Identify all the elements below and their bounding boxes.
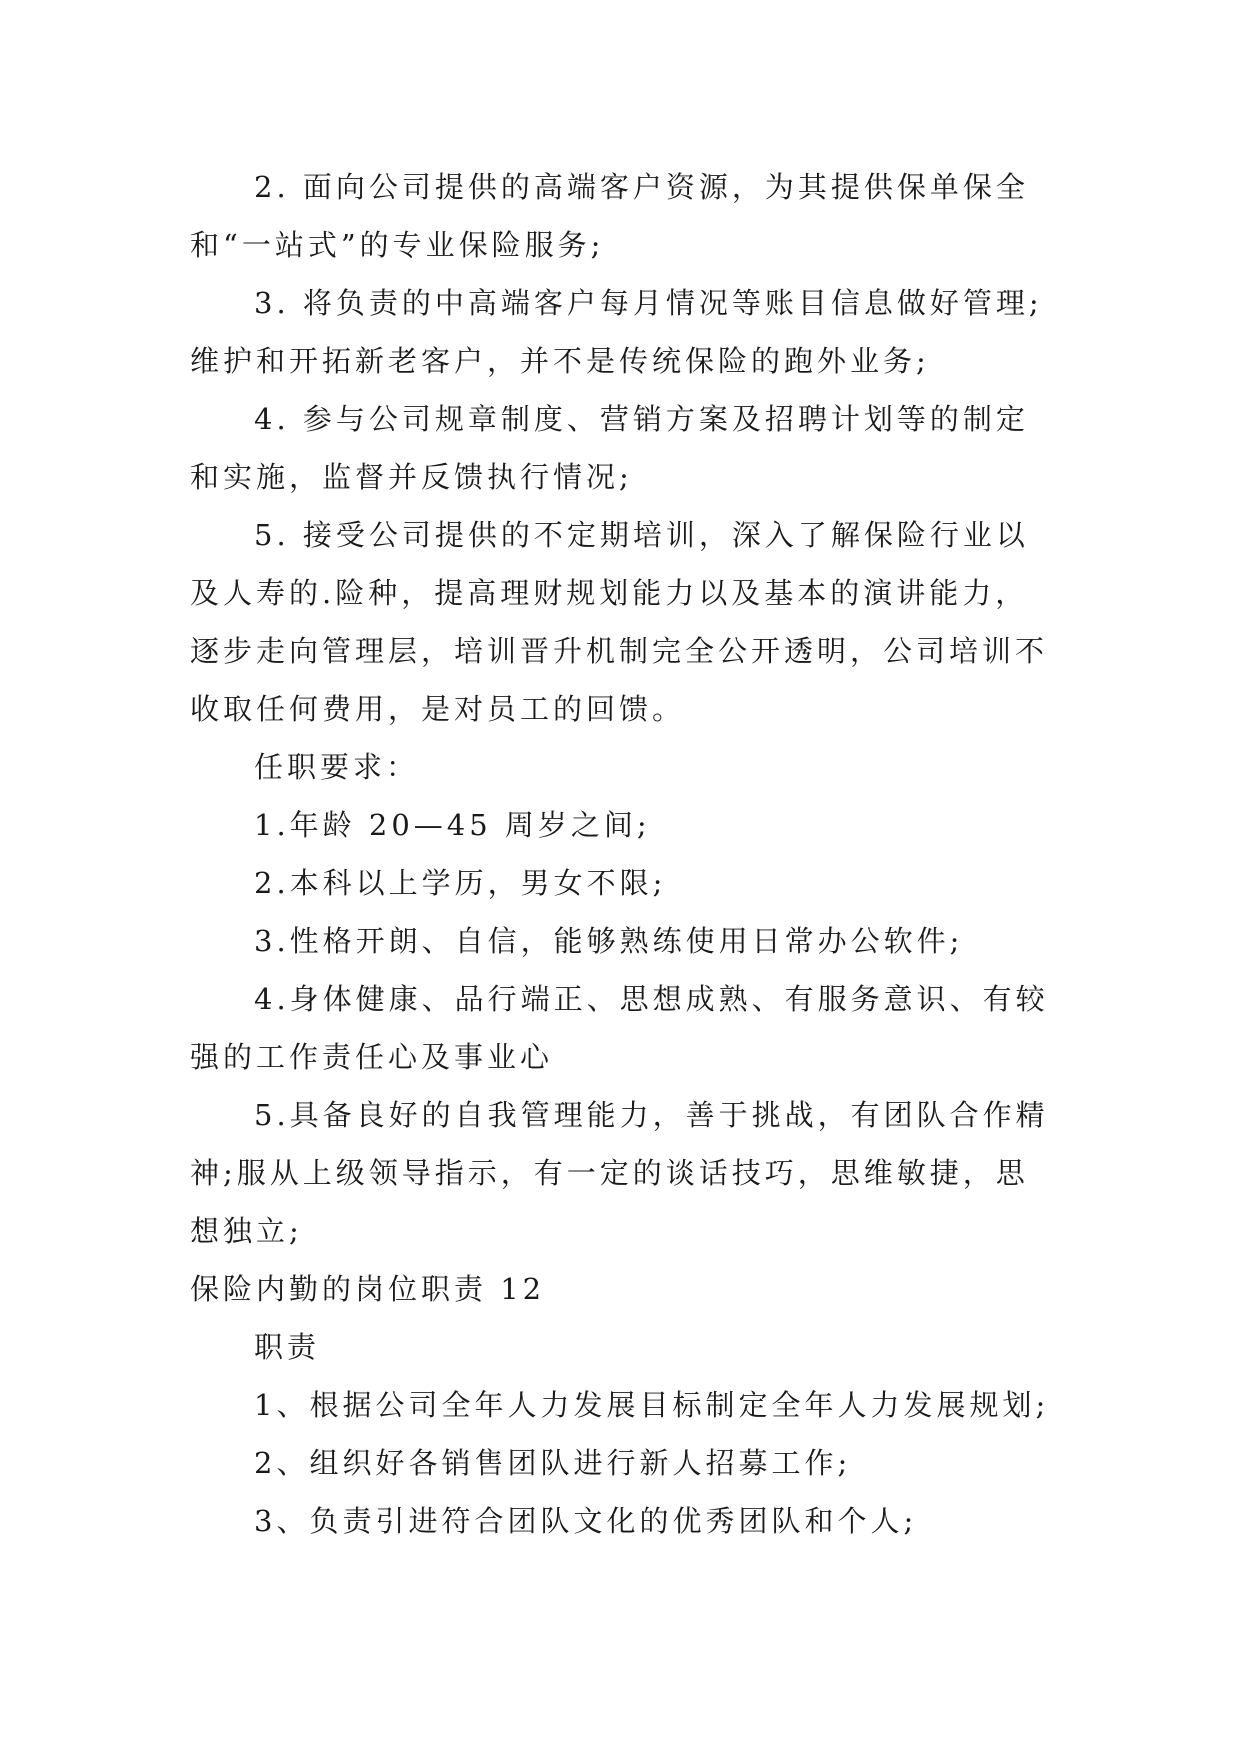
- duty-item-2: 2、组织好各销售团队进行新人招募工作;: [254, 1446, 852, 1480]
- duties-heading: 职责: [254, 1330, 321, 1364]
- section-title: 保险内勤的岗位职责 12: [190, 1272, 546, 1306]
- duty-item-1: 1、根据公司全年人力发展目标制定全年人力发展规划;: [254, 1388, 1050, 1422]
- paragraph-item-2-line-2: 和“一站式”的专业保险服务;: [190, 228, 605, 262]
- requirement-item-1: 1.年龄 20—45 周岁之间;: [254, 808, 651, 842]
- paragraph-item-5-line-4: 收取任何费用，是对员工的回馈。: [190, 692, 686, 726]
- paragraph-item-2-line-1: 2. 面向公司提供的高端客户资源，为其提供保单保全: [254, 170, 1029, 204]
- paragraph-item-4-line-2: 和实施，监督并反馈执行情况;: [190, 460, 633, 494]
- paragraph-item-5-line-3: 逐步走向管理层，培训晋升机制完全公开透明，公司培训不: [190, 634, 1049, 668]
- paragraph-item-5-line-2: 及人寿的.险种，提高理财规划能力以及基本的演讲能力，: [190, 576, 1029, 610]
- requirement-item-5-line-3: 想独立;: [190, 1214, 303, 1248]
- document-body: [190, 158, 1070, 1550]
- paragraph-item-4-line-1: 4. 参与公司规章制度、营销方案及招聘计划等的制定: [254, 402, 1029, 436]
- requirement-item-4-line-2: 强的工作责任心及事业心: [190, 1040, 554, 1074]
- requirements-heading: 任职要求：: [254, 750, 420, 784]
- requirement-item-5-line-2: 神;服从上级领导指示，有一定的谈话技巧，思维敏捷，思: [190, 1156, 1029, 1190]
- paragraph-item-3-line-2: 维护和开拓新老客户，并不是传统保险的跑外业务;: [190, 344, 930, 378]
- paragraph-item-5-line-1: 5. 接受公司提供的不定期培训，深入了解保险行业以: [254, 518, 1029, 552]
- paragraph-item-3-line-1: 3. 将负责的中高端客户每月情况等账目信息做好管理;: [254, 286, 1043, 320]
- requirement-item-3: 3.性格开朗、自信，能够熟练使用日常办公软件;: [254, 924, 964, 958]
- requirement-item-4-line-1: 4.身体健康、品行端正、思想成熟、有服务意识、有较: [254, 982, 1049, 1016]
- requirement-item-5-line-1: 5.具备良好的自我管理能力，善于挑战，有团队合作精: [254, 1098, 1049, 1132]
- duty-item-3: 3、负责引进符合团队文化的优秀团队和个人;: [254, 1504, 918, 1538]
- requirement-item-2: 2.本科以上学历，男女不限;: [254, 866, 667, 900]
